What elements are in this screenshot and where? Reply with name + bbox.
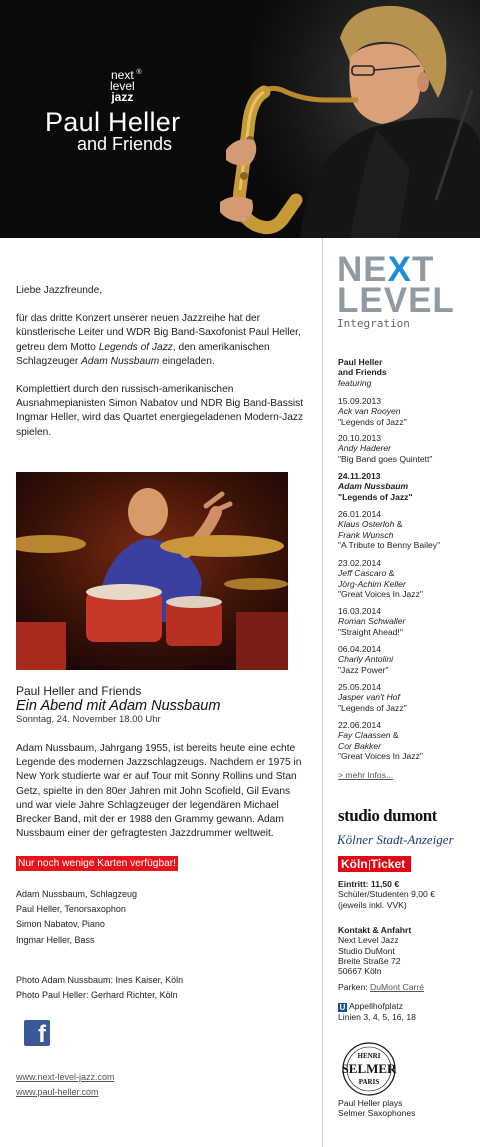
parking-link[interactable]: DuMont Carré	[370, 982, 424, 992]
event-item: 22.06.2014 Fay Claassen & Cor Bakker "Great Voices In Jazz"	[338, 720, 423, 761]
logo-next: next	[111, 68, 134, 82]
studio-dumont-logo: studio dumont	[338, 806, 437, 825]
logo-level-word: LEVEL	[337, 281, 455, 320]
contact-info: Kontakt & Anfahrt Next Level Jazz Studio DuMont Breite Straße 72 50667 Köln	[338, 925, 412, 977]
next-level-integration-logo	[337, 250, 455, 330]
intro-paragraph-1: für das dritte Konzert unserer neuen Jazzreihe hat der künstlerische Leiter und WDR Big Band-Saxofonist Paul Heller, getreu dem Motto Legends of Jazz, den amerikanischen Schlagzeuger Adam Nussbaum eingeladen.	[16, 313, 301, 367]
koeln-ticket-logo: Köln Ticket	[338, 856, 411, 872]
concert-date: Sonntag, 24. November 18.00 Uhr	[16, 714, 161, 725]
entry-note: (jeweils inkl. VVK)	[338, 899, 407, 910]
band-members	[16, 887, 137, 948]
website-links	[16, 1070, 115, 1100]
logo-integration-word: Integration	[337, 317, 410, 330]
event-item: 16.03.2014 Roman Schwaller "Straight Ahead!"	[338, 606, 406, 637]
logo-reg: ®	[136, 69, 142, 76]
photo-credits	[16, 973, 183, 1003]
ubahn-icon: U	[339, 1003, 346, 1012]
selmer-logo	[338, 1040, 400, 1098]
contact-label: Kontakt & Anfahrt	[338, 925, 412, 935]
greeting: Liebe Jazzfreunde,	[16, 285, 103, 296]
credit-item: Photo Paul Heller: Gerhard Richter, Köln	[16, 990, 178, 1001]
member-item: Paul Heller, Tenorsaxophon	[16, 904, 126, 915]
series-title: Paul Heller and Friends featuring	[338, 357, 387, 388]
link-next-level-jazz[interactable]: www.next-level-jazz.com	[16, 1072, 115, 1082]
header-banner	[0, 0, 480, 238]
header-subtitle: and Friends	[77, 134, 173, 154]
column-divider	[322, 238, 323, 1147]
parking-label: Parken:	[338, 982, 371, 992]
logo-level: level	[110, 79, 135, 93]
event-item: 15.09.2013 Ack van Rooyen "Legends of Jazz"	[338, 396, 407, 427]
saxophonist-photo	[200, 0, 480, 238]
entry-info	[338, 879, 435, 910]
entry-students: Schüler/Studenten 9,00 €	[338, 889, 435, 900]
drummer-photo	[16, 472, 288, 670]
drummer-illustration	[16, 472, 288, 670]
event-item: 26.01.2014 Klaus Osterloh & Frank Wunsch "A Tribute to Benny Bailey"	[338, 509, 441, 550]
facebook-icon[interactable]: f	[24, 1020, 50, 1046]
parking-info	[338, 982, 424, 992]
link-paul-heller[interactable]: www.paul-heller.com	[16, 1087, 99, 1097]
next-level-jazz-logo	[110, 68, 142, 104]
svg-text:SELMER: SELMER	[341, 1061, 397, 1076]
member-item: Simon Nabatov, Piano	[16, 919, 105, 930]
svg-text:PARIS: PARIS	[358, 1078, 380, 1086]
event-item: 20.10.2013 Andy Haderer "Big Band goes Quintett"	[338, 433, 433, 464]
koelner-stadt-anzeiger-logo: Kölner Stadt-Anzeiger	[337, 832, 454, 847]
intro-text	[16, 284, 306, 440]
event-item-current: 24.11.2013 Adam Nussbaum "Legends of Jazz"	[338, 471, 413, 502]
event-item: 23.02.2014 Jeff Cascaro & Jörg-Achim Keller "Great Voices In Jazz"	[338, 558, 423, 599]
concert-subtitle: Ein Abend mit Adam Nussbaum	[16, 698, 221, 714]
event-item: 06.04.2014 Charly Antolini "Jazz Power"	[338, 644, 394, 675]
selmer-note: Paul Heller plays Selmer Saxophones	[338, 1098, 416, 1119]
intro-paragraph-2: Komplettiert durch den russisch-amerikanischen Ausnahmepianisten Simon Nabatov und NDR Big Band-Bassist Ingmar Heller, wird das Quartet energiegeladenen Modern-Jazz spielen.	[16, 384, 304, 438]
member-item: Ingmar Heller, Bass	[16, 934, 95, 945]
concert-heading: Paul Heller and Friends	[16, 684, 142, 698]
concert-description: Adam Nussbaum, Jahrgang 1955, ist bereits heute eine echte Legende des modernen Jazzschlagzeugs. Nachdem er 1975 in New York studierte war er auf Tour mit Sonny Rollins und Stan Getz, spielte in den 80er Jahren mit John Scofield, Gil Evans und war viele Jahre Schlagzeuger der legendären Michael Brecker Band, mit der er 1988 den Grammy gewann. Adam Nussbaum einer der gefragtesten Jazzdrummer weltweit.	[16, 743, 302, 840]
more-info-link[interactable]: > mehr Infos...	[338, 770, 394, 780]
tickets-notice: Nur noch wenige Karten verfügbar!	[18, 858, 176, 869]
header-title: Paul Heller	[45, 107, 181, 137]
logo-next-word: NEXT	[337, 250, 435, 289]
svg-text:HENRI: HENRI	[357, 1052, 381, 1060]
ubahn-info: U Appellhofplatz Linien 3, 4, 5, 16, 18	[338, 1001, 416, 1022]
logo-jazz: jazz	[111, 90, 134, 104]
member-item: Adam Nussbaum, Schlagzeug	[16, 889, 138, 899]
event-item: 25.05.2014 Jasper van't Hof "Legends of Jazz"	[338, 682, 407, 713]
credit-item: Photo Adam Nussbaum: Ines Kaiser, Köln	[16, 975, 184, 985]
entry-label: Eintritt: 11,50 €	[338, 879, 400, 889]
